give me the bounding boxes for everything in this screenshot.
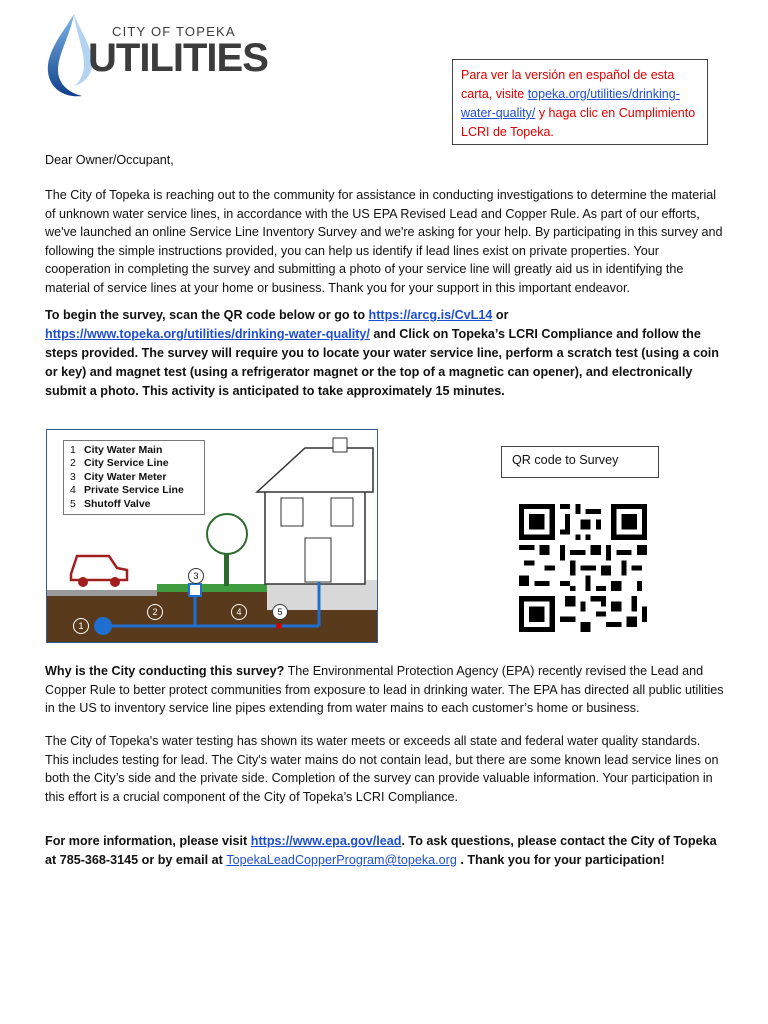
legend-label: Private Service Line (84, 484, 184, 497)
shutoff-valve (276, 623, 282, 629)
car (71, 556, 127, 580)
why-question: Why is the City conducting this survey? (45, 664, 285, 678)
survey-link-arcgis[interactable]: https://arcg.is/CvL14 (368, 308, 493, 322)
marker-4 (231, 604, 247, 620)
chimney (333, 438, 347, 452)
diagram-legend (63, 440, 205, 515)
survey-link-topeka[interactable]: https://www.topeka.org/utilities/drinking-water-quality/ (45, 327, 370, 341)
marker-label: 4 (236, 607, 242, 617)
tree-canopy (207, 514, 247, 554)
water-main (94, 617, 112, 635)
marker-label: 3 (193, 571, 199, 581)
survey-instructions (45, 306, 725, 401)
marker-label: 2 (152, 607, 158, 617)
street (47, 590, 157, 596)
marker-label: 1 (78, 621, 84, 631)
car-wheel (110, 577, 120, 587)
more-info-text-1: For more information, please visit (45, 834, 251, 848)
survey-qr-code[interactable] (519, 503, 647, 633)
survey-text-2: or (492, 308, 509, 322)
survey-text-3: and Click on Topeka’s LCRI Compliance and follow the steps provided. The survey will require you to locate your water service line, perform a scratch test (using a coin or key) and magnet test (using a refrigerator magnet or the top of a magnetic can opener), and electronically submit a photo. This activity is anticipated to take approximately 15 minutes. (45, 327, 719, 398)
house-roof (257, 448, 373, 492)
marker-2 (147, 604, 163, 620)
spanish-notice-box (452, 59, 708, 145)
spanish-notice-link[interactable]: topeka.org/utilities/drinking-water-quality/ (461, 87, 680, 120)
legend-item (70, 444, 198, 457)
survey-text-1: To begin the survey, scan the QR code below or go to (45, 308, 369, 322)
legend-item (70, 457, 198, 470)
more-info-text-2: . To ask questions, please contact the City of Topeka at 785-368-3145 or by email at (45, 834, 717, 867)
marker-label: 5 (277, 607, 283, 617)
more-info-paragraph (45, 832, 725, 870)
logo-utilities-text: UTILITIES (88, 36, 268, 80)
testing-paragraph: The City of Topeka's water testing has shown its water meets or exceeds all state and federal water quality standards. This includes testing for lead. The City's water mains do not contain lead, but there are some known lead service lines on both the City’s side and the private side. Completion of the survey can provide valuable information. Your participation in this effort is a crucial component of the City of Topeka’s LCRI Compliance. (45, 734, 719, 804)
legend-number: 2 (70, 457, 76, 470)
water-meter (189, 584, 201, 596)
epa-lead-link[interactable]: https://www.epa.gov/lead (250, 834, 402, 848)
spanish-notice-text-end: y haga clic en Cumplimiento LCRI de Topeka. (461, 106, 696, 139)
why-paragraph (45, 662, 725, 718)
logo-city-text: CITY OF TOPEKA (112, 24, 236, 39)
legend-number: 5 (70, 497, 76, 510)
legend-label: City Water Meter (84, 470, 167, 483)
service-line-diagram (46, 429, 378, 643)
city-logo (44, 12, 268, 98)
marker-5 (272, 604, 288, 620)
more-info-text-3: . Thank you for your participation! (456, 853, 665, 867)
window-right (331, 498, 353, 526)
door (305, 538, 331, 582)
legend-number: 4 (70, 484, 76, 497)
why-text: The Environmental Protection Agency (EPA) recently revised the Lead and Copper Rule to better protect communities from exposure to lead in drinking water. The EPA has directed all public utilities in the US to inventory service line pipes extending from water mains to each customer’s home or business. (45, 664, 724, 715)
legend-item (70, 498, 198, 511)
spanish-notice-text: Para ver la versión en español de esta carta, visite (461, 68, 675, 101)
email-link[interactable]: TopekaLeadCopperProgram@topeka.org (226, 853, 457, 867)
greeting: Dear Owner/Occupant, (45, 153, 174, 167)
legend-number: 1 (70, 444, 76, 456)
marker-3 (188, 568, 204, 584)
intro-paragraph: The City of Topeka is reaching out to the community for assistance in conducting investigations to determine the material of unknown water service lines, in accordance with the US EPA Revised Lead and Copper Rule. As part of our efforts, we've launched an online Service Line Inventory Survey and we're asking for your help. By participating in this survey and following the simple instructions provided, you can help us identify if lead lines exist on private properties. Your cooperation in completing the survey and submitting a photo of your service line will greatly aid us in identifying the material of service lines at your home or business. Thank you for your support in this important endeavor. (45, 188, 723, 295)
legend-number: 3 (70, 470, 76, 483)
marker-1 (73, 618, 89, 634)
legend-item (70, 471, 198, 484)
window-left (281, 498, 303, 526)
legend-item (70, 484, 198, 497)
qr-code-label: QR code to Survey (501, 446, 659, 478)
legend-label: City Service Line (84, 457, 169, 470)
legend-label: City Water Main (84, 444, 163, 456)
tree-trunk (224, 550, 229, 586)
car-wheel (78, 577, 88, 587)
legend-label: Shutoff Valve (84, 497, 151, 510)
